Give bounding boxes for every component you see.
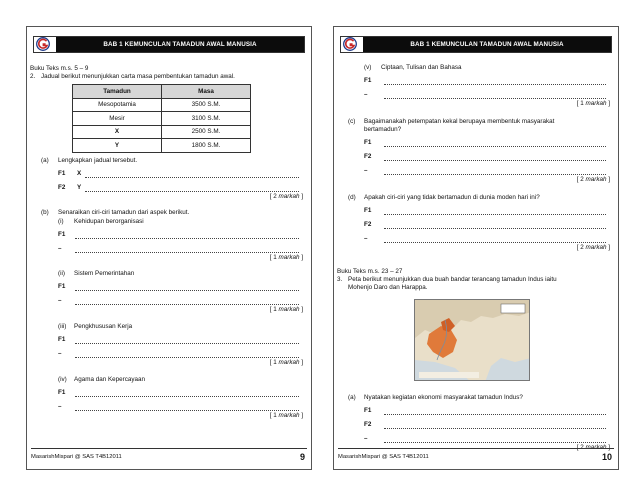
chapter-title: BAB 1 KEMUNCULAN TAMADUN AWAL MANUSIA [56,37,304,52]
dash-label: – [364,235,368,242]
table-cell: Mesir [73,112,162,126]
textbook-ref: Buku Teks m.s. 5 – 9 [30,65,89,72]
sub-v-label: (v) [364,64,372,71]
dash-label: – [58,245,62,252]
sub-iii-text: Pengkhususan Kerja [74,323,133,330]
answer-line-x[interactable] [85,177,299,178]
marks-label: [ 2 markah ] [269,193,303,200]
f1-label: F1 [58,170,66,177]
answer-line[interactable] [384,242,606,243]
part-a-label: (a) [41,157,49,164]
f1-label: F1 [58,231,66,238]
x-label: X [77,170,82,177]
marks-label: [ 2 markah ] [576,176,610,183]
answer-line[interactable] [384,174,606,175]
f2-label: F2 [364,153,372,160]
chapter-header [33,36,305,53]
table-cell: X [73,125,162,139]
marks-label: [ 1 markah ] [269,359,303,366]
table-cell: 2500 S.M. [162,125,251,139]
sub-i-label: (i) [58,218,64,225]
answer-line[interactable] [384,414,606,415]
question-text: Jadual berikut menunjukkan carta masa pembentukan tamadun awal. [41,73,235,80]
f1-label: F1 [58,336,66,343]
answer-line[interactable] [384,98,606,99]
f1-label: F1 [364,77,372,84]
footer-divider [338,448,614,449]
f2-label: F2 [58,184,66,191]
page-number: 9 [299,452,305,462]
marks-label: [ 1 markah ] [269,412,303,419]
footer-text: MasarishMispari @ SAS T4B12011 [31,454,122,460]
school-logo-icon [343,37,357,51]
answer-line[interactable] [75,304,299,305]
question-text-cont: Mohenjo Daro dan Harappa. [348,284,428,291]
table-cell: 1800 S.M. [162,139,251,153]
part-a-text: Lengkapkan jadual tersebut. [58,157,138,164]
footer-text: MasarishMispari @ SAS T4B12011 [338,454,429,460]
sub-ii-text: Sistem Pemerintahan [74,270,135,277]
part-d-label: (d) [348,194,356,201]
answer-line[interactable] [75,238,299,239]
part-c-label: (c) [348,118,356,125]
question-text: Peta berikut menunjukkan dua buah bandar terancang tamadun Indus iaitu [348,276,557,283]
dash-label: – [58,403,62,410]
table-header-cell: Tamadun [73,85,162,99]
dash-label: – [58,297,62,304]
sub-ii-label: (ii) [58,270,65,277]
school-logo-icon [36,37,50,51]
table-cell: 3100 S.M. [162,112,251,126]
table-cell: Mesopotamia [73,98,162,112]
answer-line[interactable] [384,214,606,215]
answer-line[interactable] [384,442,606,443]
map-drawing [415,300,530,381]
marks-label: [ 1 markah ] [269,254,303,261]
footer-divider [31,448,307,449]
page-number: 10 [601,452,612,462]
answer-line[interactable] [384,160,606,161]
f1-label: F1 [58,389,66,396]
f2-label: F2 [364,221,372,228]
answer-line[interactable] [75,290,299,291]
dash-label: – [58,350,62,357]
table-header-cell: Masa [162,85,251,99]
sub-v-text: Ciptaan, Tulisan dan Bahasa [381,64,462,71]
f1-label: F1 [364,207,372,214]
indus-map-image [414,299,530,381]
table-row [73,112,251,126]
sub-iv-label: (iv) [58,376,67,383]
answer-line[interactable] [75,396,299,397]
answer-line-y[interactable] [85,191,299,192]
question-number: 2. [30,73,36,80]
marks-label: [ 1 markah ] [576,100,610,107]
part-d-text: Apakah ciri-ciri yang tidak bertamadun di dunia moden hari ini? [364,194,540,201]
sub-iii-label: (iii) [58,323,67,330]
table-row [73,139,251,153]
sub-iv-text: Agama dan Kepercayaan [74,376,146,383]
marks-label: [ 2 markah ] [576,244,610,251]
part-b-label: (b) [41,209,49,216]
answer-line[interactable] [384,428,606,429]
table-row [73,98,251,112]
part-b-text: Senaraikan ciri-ciri tamadun dari aspek berikut. [58,209,190,216]
answer-line[interactable] [384,228,606,229]
answer-line[interactable] [75,357,299,358]
f1-label: F1 [58,283,66,290]
f1-label: F1 [364,407,372,414]
answer-line[interactable] [384,146,606,147]
textbook-ref: Buku Teks m.s. 23 – 27 [337,268,403,275]
part-c-text: Bagaimanakah petempatan kekal berupaya membentuk masyarakat [364,118,555,125]
dash-label: – [364,91,368,98]
dash-label: – [364,167,368,174]
dash-label: – [364,435,368,442]
answer-line[interactable] [75,252,299,253]
question-number: 3. [337,276,343,283]
f2-label: F2 [364,421,372,428]
answer-line[interactable] [75,343,299,344]
f1-label: F1 [364,139,372,146]
page-10 [333,26,619,470]
marks-label: [ 2 markah ] [576,444,610,451]
part-c-text-cont: bertamadun? [364,126,402,133]
table-header-row [73,85,251,99]
sub-i-text: Kehidupan berorganisasi [74,218,144,225]
page-9 [26,26,312,470]
table-row [73,125,251,139]
table-cell: 3500 S.M. [162,98,251,112]
answer-line[interactable] [384,84,606,85]
part-a-text: Nyatakan kegiatan ekonomi masyarakat tamadun Indus? [364,394,523,401]
marks-label: [ 1 markah ] [269,306,303,313]
part-a-label: (a) [348,394,356,401]
table-cell: Y [73,139,162,153]
y-label: Y [77,184,82,191]
timeline-table [72,84,251,153]
chapter-header [340,36,612,53]
answer-line[interactable] [75,410,299,411]
chapter-title: BAB 1 KEMUNCULAN TAMADUN AWAL MANUSIA [363,37,611,52]
